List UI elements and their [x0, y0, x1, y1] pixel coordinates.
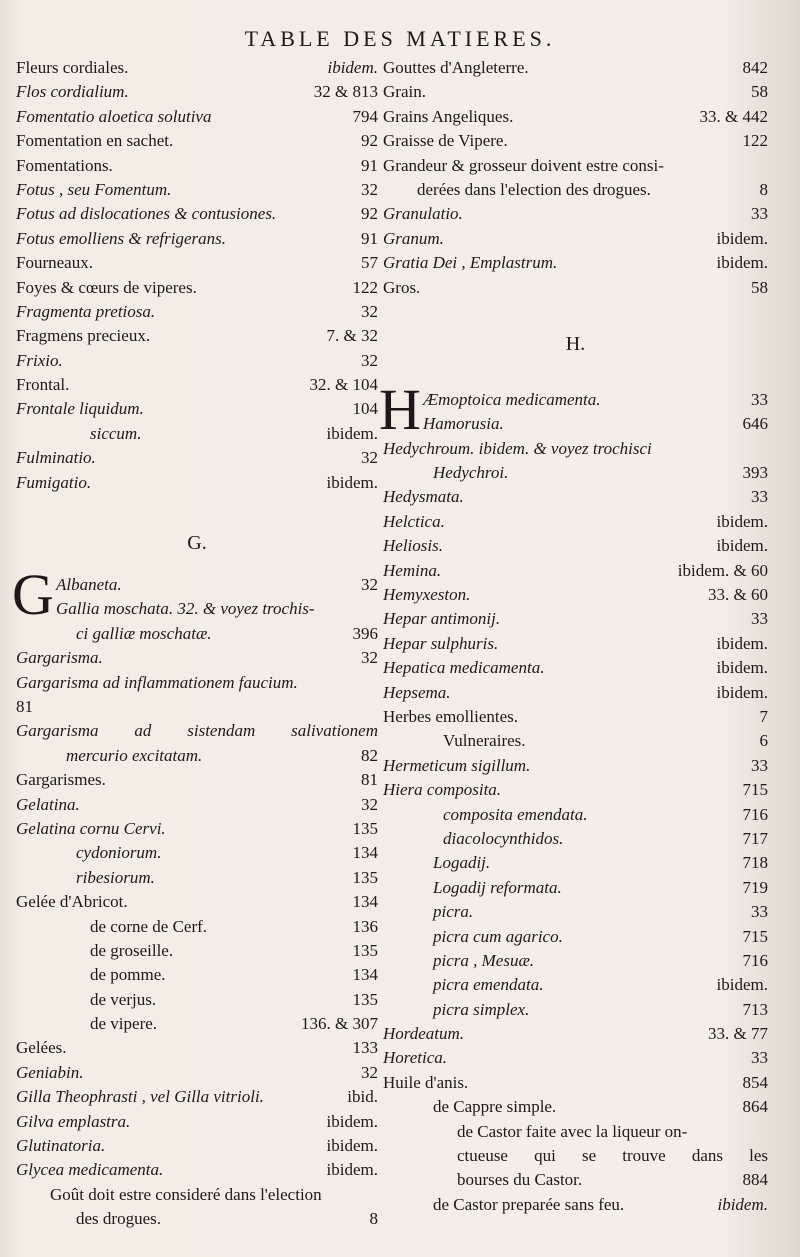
entry-page: 57 — [361, 253, 378, 273]
entry-page: 718 — [742, 853, 768, 873]
entry-page: 122 — [352, 277, 378, 297]
entry-page: 58 — [751, 277, 768, 297]
index-entry — [383, 227, 768, 251]
entry-page: 715 — [742, 780, 768, 800]
index-entry — [383, 105, 768, 129]
entry-term: Fulminatio. — [16, 448, 96, 468]
entry-term: Hepar antimonij. — [383, 609, 501, 629]
index-entry — [16, 1158, 378, 1182]
entry-term: Fumigatio. — [16, 472, 92, 492]
entry-term: Frixio. — [16, 350, 63, 370]
index-entry — [16, 129, 378, 153]
index-entry — [16, 573, 378, 597]
entry-term: Logadij reformata. — [433, 877, 562, 897]
index-entry — [383, 510, 768, 534]
index-entry — [383, 437, 768, 461]
entry-term: Hiera composita. — [383, 780, 502, 800]
index-entry — [383, 56, 768, 80]
entry-page: ibidem. — [716, 511, 768, 531]
entry-term: diacolocynthidos. — [443, 828, 564, 848]
entry-page: 32 — [361, 179, 378, 199]
entry-term: Foyes & cœurs de viperes. — [16, 277, 197, 297]
entry-page: ibidem. — [326, 1160, 378, 1180]
entry-term: Logadij. — [433, 853, 491, 873]
entry-page: 854 — [742, 1072, 768, 1092]
entry-term: Huile d'anis. — [383, 1072, 469, 1092]
index-entry — [16, 817, 378, 841]
entry-page: 33 — [751, 487, 768, 507]
entry-term: Gargarisma. — [16, 648, 103, 668]
entry-page: ibidem. — [716, 975, 768, 995]
index-entry — [16, 1085, 378, 1109]
index-entry — [383, 949, 768, 973]
entry-term: Hedysmata. — [383, 487, 464, 507]
index-entry — [16, 744, 378, 768]
entry-term: Gelée d'Abricot. — [16, 892, 128, 912]
index-entry — [383, 827, 768, 851]
entry-page: 33 — [751, 204, 768, 224]
index-entry — [383, 925, 768, 949]
index-entry — [16, 349, 378, 373]
entry-page: 33. & 77 — [708, 1024, 768, 1044]
index-entry — [16, 422, 378, 446]
index-entry — [383, 1120, 768, 1144]
entry-term: Gilla Theophrasti , vel Gilla vitrioli. — [16, 1087, 264, 1107]
entry-page: 8 — [759, 179, 768, 199]
entry-term: Horetica. — [383, 1048, 448, 1068]
entry-term: de Cappre simple. — [433, 1097, 557, 1117]
entry-page: 135 — [352, 940, 378, 960]
entry-page: 92 — [361, 131, 378, 151]
index-entry — [16, 1036, 378, 1060]
entry-page: 713 — [742, 999, 768, 1019]
entry-term: Gelatina cornu Cervi. — [16, 818, 166, 838]
entry-page: 134 — [352, 843, 378, 863]
entry-term: Hordeatum. — [383, 1024, 465, 1044]
entry-page: 32 — [361, 448, 378, 468]
index-entry — [16, 227, 378, 251]
index-entry — [16, 841, 378, 865]
entry-term: Gargarisma ad sistendam salivationem — [16, 721, 378, 741]
entry-term: de groseille. — [90, 940, 174, 960]
index-entry — [383, 607, 768, 631]
entry-page: 393 — [742, 463, 768, 483]
index-entry — [16, 178, 378, 202]
index-entry — [383, 681, 768, 705]
entry-term: de corne de Cerf. — [90, 916, 208, 936]
entry-term: Gros. — [383, 277, 421, 297]
dropcap-group — [12, 562, 378, 628]
index-entry — [16, 1110, 378, 1134]
entry-term: Granum. — [383, 228, 444, 248]
index-entry — [383, 276, 768, 300]
entry-page: 33. & 60 — [708, 585, 768, 605]
entry-page: 884 — [742, 1170, 768, 1190]
entry-term: Fragmens precieux. — [16, 326, 151, 346]
index-entry — [16, 251, 378, 275]
entry-page: ibidem. — [326, 1136, 378, 1156]
entry-page: 864 — [742, 1097, 768, 1117]
entry-page: 33 — [751, 389, 768, 409]
entry-page: 82 — [361, 745, 378, 765]
index-entry — [383, 485, 768, 509]
entry-term: picra simplex. — [433, 999, 530, 1019]
entry-term: Frontal. — [16, 375, 70, 395]
entry-page: ibidem. — [717, 1194, 768, 1214]
index-entry — [383, 851, 768, 875]
entry-page: 33 — [751, 609, 768, 629]
index-entry — [16, 373, 378, 397]
index-entry — [16, 1012, 378, 1036]
entry-term: picra , Mesuæ. — [433, 950, 535, 970]
entry-page: 842 — [742, 58, 768, 77]
index-entry — [16, 154, 378, 178]
index-entry — [383, 251, 768, 275]
entry-term: picra cum agarico. — [433, 926, 563, 946]
entry-page: ibidem. — [716, 633, 768, 653]
section-letter: G. — [187, 532, 207, 555]
entry-term: Hemyxeston. — [383, 585, 471, 605]
index-entry — [16, 671, 378, 695]
entry-term: derées dans l'election des drogues. — [417, 179, 651, 199]
entry-page: 136 — [352, 916, 378, 936]
entry-page: ibidem. — [326, 423, 378, 443]
index-entry — [16, 1183, 378, 1207]
index-entry — [16, 276, 378, 300]
entry-term: Gouttes d'Angleterre. — [383, 58, 529, 77]
entry-page: 646 — [742, 414, 768, 434]
entry-term: Geniabin. — [16, 1062, 84, 1082]
entry-term: Glutinatoria. — [16, 1136, 106, 1156]
index-entry — [16, 793, 378, 817]
entry-term: Gargarismes. — [16, 770, 106, 790]
entry-term: de vipere. — [90, 1014, 158, 1034]
entry-page: 396 — [352, 623, 378, 643]
index-entry — [383, 778, 768, 802]
dropcap-group — [379, 376, 768, 442]
entry-term: ribesiorum. — [76, 867, 155, 887]
entry-term: Hedychroi. — [433, 463, 509, 483]
entry-term: Grain. — [383, 82, 426, 102]
index-entry — [383, 583, 768, 607]
entry-term: de pomme. — [90, 965, 166, 985]
entry-term: Hepar sulphuris. — [383, 633, 499, 653]
entry-term: Heliosis. — [383, 536, 443, 556]
entry-term: Fleurs cordiales. — [16, 58, 129, 77]
index-entry — [383, 754, 768, 778]
entry-page: 135 — [352, 818, 378, 838]
section-letter-heading — [16, 519, 378, 567]
index-entry — [16, 1207, 378, 1231]
entry-term: Frontale liquidum. — [16, 399, 144, 419]
entry-term: cydoniorum. — [76, 843, 162, 863]
entry-page: 32 — [361, 1062, 378, 1082]
entry-term: picra. — [433, 902, 474, 922]
entry-page: ibidem. & 60 — [677, 560, 768, 580]
index-entry — [16, 446, 378, 470]
entry-page: ibidem. — [716, 228, 768, 248]
entry-term: Albaneta. — [56, 575, 122, 595]
entry-term: Fotus ad dislocationes & contusiones. — [16, 204, 277, 224]
index-entry — [16, 768, 378, 792]
entry-term: Flos cordialium. — [16, 82, 129, 102]
entry-page: 32 & 813 — [313, 82, 378, 102]
index-entry — [383, 900, 768, 924]
entry-page: ibidem. — [327, 58, 378, 77]
entry-page: 92 — [361, 204, 378, 224]
index-entry — [383, 461, 768, 485]
entry-page: 8 — [369, 1209, 378, 1229]
section-letter-heading — [383, 320, 768, 368]
entry-term: Hamorusia. — [423, 414, 504, 434]
entry-page: 715 — [742, 926, 768, 946]
entry-page: 58 — [751, 82, 768, 102]
entry-page: 33 — [751, 1048, 768, 1068]
entry-term: Grandeur & grosseur doivent estre consi- — [383, 155, 664, 175]
entry-term: Hermeticum sigillum. — [383, 755, 531, 775]
entry-term: Fragmenta pretiosa. — [16, 301, 156, 321]
entry-page: 32 — [361, 301, 378, 321]
entry-term: Glycea medicamenta. — [16, 1160, 164, 1180]
index-entry — [16, 646, 378, 670]
entry-page: 33 — [751, 755, 768, 775]
index-entry — [383, 1144, 768, 1168]
index-entry — [383, 656, 768, 680]
index-entry — [383, 1046, 768, 1070]
entry-page: 6 — [759, 731, 768, 751]
index-entry — [383, 1022, 768, 1046]
entry-page: 134 — [352, 965, 378, 985]
entry-page: ibid. — [347, 1087, 378, 1107]
index-entry — [16, 105, 378, 129]
index-entry — [383, 534, 768, 558]
entry-page: 716 — [742, 804, 768, 824]
entry-term: Granulatio. — [383, 204, 463, 224]
entry-page: 135 — [352, 867, 378, 887]
entry-term: Gratia Dei , Emplastrum. — [383, 253, 558, 273]
entry-term: Fomentation en sachet. — [16, 131, 174, 151]
entry-term: Fomentations. — [16, 155, 113, 175]
entry-page: 33. & 442 — [699, 106, 768, 126]
entry-page: ibidem. — [716, 536, 768, 556]
index-entry — [16, 915, 378, 939]
index-entry — [383, 412, 768, 436]
page-header: TABLE DES MATIERES. — [244, 26, 556, 51]
right-column — [379, 56, 768, 1217]
entry-term: Gelatina. — [16, 794, 80, 814]
entry-term: Helctica. — [383, 511, 445, 531]
entry-term: Fourneaux. — [16, 253, 93, 273]
entry-term: Graisse de Vipere. — [383, 131, 508, 151]
entry-page: ibidem. — [716, 658, 768, 678]
entry-page: 7 — [759, 706, 768, 726]
index-entry — [383, 803, 768, 827]
entry-page: 719 — [742, 877, 768, 897]
index-entry — [16, 80, 378, 104]
index-entry — [383, 1071, 768, 1095]
entry-page: 134 — [352, 892, 378, 912]
entry-page: 7. & 32 — [326, 326, 378, 346]
index-entry — [383, 998, 768, 1022]
entry-term: picra emendata. — [433, 975, 544, 995]
entry-term: composita emendata. — [443, 804, 588, 824]
drop-capital: H — [379, 376, 421, 442]
entry-page: ibidem. — [716, 253, 768, 273]
entry-term: Gelées. — [16, 1038, 67, 1058]
index-entry — [16, 597, 378, 621]
entry-page: ibidem. — [326, 1111, 378, 1131]
spacer — [383, 300, 768, 320]
drop-capital: G — [12, 562, 54, 628]
entry-page: 135 — [352, 989, 378, 1009]
entry-term: Gallia moschata. 32. & voyez trochis- — [56, 599, 315, 619]
entry-term: Fotus , seu Fomentum. — [16, 179, 172, 199]
entry-page: 104 — [352, 399, 378, 419]
entry-page: 133 — [352, 1038, 378, 1058]
entry-term: Fomentatio aloetica solutiva — [16, 106, 212, 126]
index-entry — [383, 876, 768, 900]
index-entry — [16, 324, 378, 348]
entry-term: Grains Angeliques. — [383, 106, 514, 126]
index-entry — [383, 202, 768, 226]
index-entry — [16, 622, 378, 646]
index-entry — [383, 178, 768, 202]
index-entry — [16, 890, 378, 914]
index-entry — [16, 939, 378, 963]
index-entry — [16, 866, 378, 890]
entry-page: ibidem. — [326, 472, 378, 492]
entry-page: 81 — [361, 770, 378, 790]
index-entry — [383, 129, 768, 153]
index-entry — [383, 388, 768, 412]
entry-term: mercurio excitatam. — [66, 745, 203, 765]
section-letter: H. — [565, 332, 586, 355]
entry-term: siccum. — [90, 423, 142, 443]
index-entry — [16, 695, 378, 719]
entry-page: ibidem. — [716, 682, 768, 702]
entry-term: de verjus. — [90, 989, 157, 1009]
index-entry — [16, 1134, 378, 1158]
entry-page: 32 — [361, 575, 378, 595]
index-entry — [383, 973, 768, 997]
index-entry — [383, 1095, 768, 1119]
entry-term: Gilva emplastra. — [16, 1111, 131, 1131]
entry-term: de Castor preparée sans feu. — [433, 1194, 625, 1214]
entry-term: des drogues. — [76, 1209, 161, 1229]
index-entry — [16, 471, 378, 495]
index-entry — [16, 1061, 378, 1085]
entry-term: Fotus emolliens & refrigerans. — [16, 228, 226, 248]
left-column — [12, 56, 378, 1232]
entry-term: Hepatica medicamenta. — [383, 658, 545, 678]
index-entry — [383, 559, 768, 583]
index-entry — [383, 154, 768, 178]
entry-page: 136. & 307 — [301, 1014, 378, 1034]
index-entry — [16, 963, 378, 987]
entry-term: Vulneraires. — [443, 731, 526, 751]
index-entry — [16, 397, 378, 421]
entry-term: Gargarisma ad inflammationem faucium. — [16, 672, 298, 692]
entry-term: Hemina. — [383, 560, 442, 580]
index-entry — [383, 705, 768, 729]
entry-term: ctueuse qui se trouve dans les — [457, 1146, 768, 1166]
entry-term: ci galliæ moschatæ. — [76, 623, 212, 643]
index-entry — [383, 632, 768, 656]
index-entry — [383, 80, 768, 104]
entry-term: Herbes emollientes. — [383, 706, 519, 726]
entry-term: Hepsema. — [383, 682, 451, 702]
index-entry — [16, 719, 378, 743]
entry-term: Æmoptoica medicamenta. — [423, 389, 601, 409]
index-entry — [16, 300, 378, 324]
entry-term: 81 — [16, 696, 33, 716]
entry-term: de Castor faite avec la liqueur on- — [457, 1121, 688, 1141]
index-entry — [16, 56, 378, 80]
spacer — [16, 495, 378, 519]
spacer — [383, 368, 768, 388]
entry-page: 717 — [742, 828, 768, 848]
index-entry — [383, 1168, 768, 1192]
index-entry — [16, 202, 378, 226]
entry-page: 32 — [361, 350, 378, 370]
entry-term: Goût doit estre consideré dans l'election — [50, 1184, 322, 1204]
entry-page: 32. & 104 — [309, 375, 378, 395]
index-entry — [16, 988, 378, 1012]
entry-term: Hedychroum. ibidem. & voyez trochisci — [383, 438, 652, 458]
entry-page: 91 — [361, 228, 378, 248]
entry-page: 32 — [361, 648, 378, 668]
entry-page: 33 — [751, 902, 768, 922]
entry-page: 716 — [742, 950, 768, 970]
entry-page: 91 — [361, 155, 378, 175]
index-entry — [383, 1193, 768, 1217]
entry-term: bourses du Castor. — [457, 1170, 583, 1190]
entry-page: 122 — [742, 131, 768, 151]
entry-page: 794 — [352, 106, 378, 126]
entry-page: 32 — [361, 794, 378, 814]
index-entry — [383, 729, 768, 753]
